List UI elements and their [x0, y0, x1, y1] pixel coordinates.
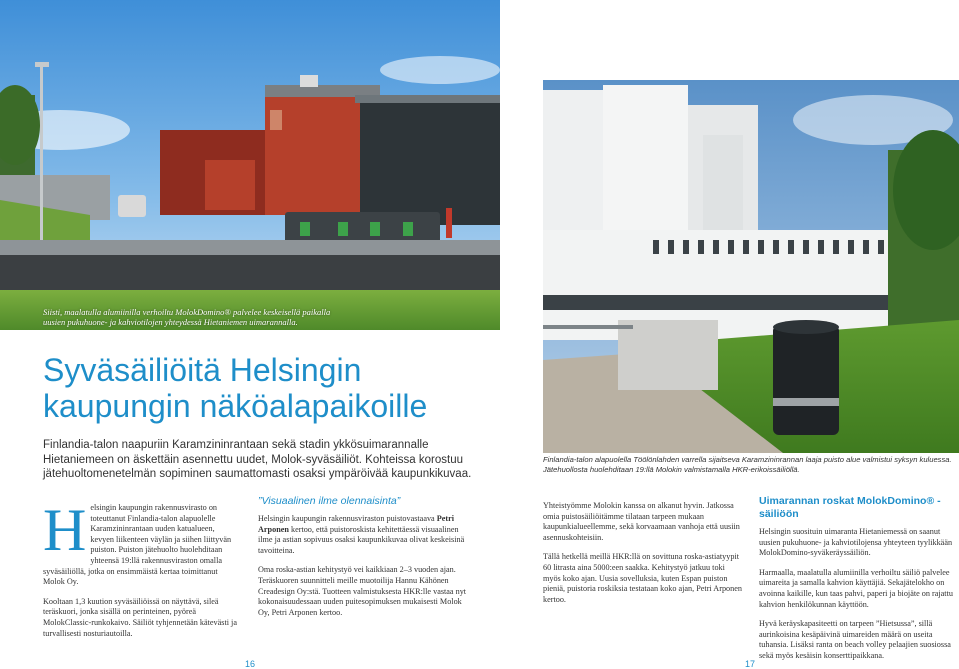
body-column-1 [43, 497, 240, 648]
person-name: Petri Arponen [258, 514, 455, 534]
body-column-2 [258, 495, 474, 627]
page-number-left: 16 [245, 659, 256, 669]
title-line-2: kaupungin näköalapaikoille [43, 388, 428, 424]
left-photo-caption: Siisti, maalatulla alumiinilla verhoiltu MolokDomino® palvelee keskeisellä paikalla uusien pukuhuone- ja kahviotilojen yhteydessä Hietaniemen uimarannalla. [43, 307, 331, 327]
col2-paragraph-1 [258, 514, 474, 556]
col4-subhead: Uimarannan roskat MolokDomino® -säiliöön [759, 495, 941, 520]
page-title [43, 352, 473, 424]
lead-paragraph: Finlandia-talon naapuriin Karamzininrantaan sekä stadin ykkösuimarannalle Hietaniemeen on äskettäin asennettu uudet, Molok-syväsäiliöt. Kohteissa korostuu jätehuoltomenetelmän sopiminen saumattomasti osaksi ympäröivää kaupunkikuvaa. [43, 439, 472, 480]
drop-cap: H [43, 497, 87, 563]
col1-paragraph-1: elsingin kaupungin rakennusvirasto on toteuttanut Finlandia-talon alapuolelle Karamzininrantaan uuden katualueen, kevyen liikenteen väylän ja siihen liittyvän puiston. Puiston jätehuolto huolehditaan yhteensä 19:llä rakennusviraston omalla syväsäiliöllä, jotka on ensimmäistä kertaa toimittanut Molok Oy. [43, 503, 232, 587]
col3-paragraph-2: Tällä hetkellä meillä HKR:llä on sovittuna roska-astiatyypit 60 litrasta aina 5000:een saakka. Kehitystyö jatkuu toki myös koko ajan. Uusia sovelluksia, kuten Espan puiston pieniä, puistoria roskiksia testataan koko ajan, Petri Arponen kertoo. [543, 552, 742, 604]
right-photo-caption: Finlandia-talon alapuolella Töölönlahden varrella sijaitseva Karamzininrannan laaja puisto alue valmistui syksyn kuluessa. Jätehuollosta huolehditaan 19:llä Molokin valmistamalla HKR-erikoissäiliöllä. [543, 455, 952, 474]
intro-paragraph [43, 497, 240, 588]
col4-paragraph-1: Helsingin suosituin uimaranta Hietaniemessä on saanut uusien pukuhuone- ja kahviotilojensa yhteyteen tyylikkään MolokDomino-syväkeräyssäiliön. [759, 527, 953, 558]
col2-paragraph-2: Oma roska-astian kehitystyö vei kaikkiaan 2–3 vuoden ajan. Teräskuoren suunnitteli meille muotoilija Hannu Kähönen Creadesign Oy:stä. Tuotteen valmistuksesta HKR:lle vastaa nyt kokonaisuudessaan uuden puitesopimuksen mukaisesti Molok Oy, Petri Arponen kertoo. [258, 565, 467, 617]
col1-paragraph-2: Kooltaan 1,3 kuution syväsäiliöissä on näyttävä, sileä teräskuori, jonka sisällä on perinteinen, pyöreä MolokClassic-runkokaivo. Säiliöt tyhjennetään kätevästi ja turvallisesti nosturiautoilla. [43, 596, 237, 638]
col3-paragraph-1: Yhteistyömme Molokin kanssa on alkanut hyvin. Jatkossa omia puistosäiliöitämme tilataan tarpeen mukaan kaupunkialueellemme, sekä korvaamaan vanhoja että uusiin asennuskohteisiin. [543, 501, 740, 542]
title-line-1: Syväsäiliöitä Helsingin [43, 352, 362, 388]
col4-paragraph-3: Hyvä keräyskapasiteetti on tarpeen ”Hietsussa”, sillä aurinkoisina kesäpäivinä uimareiden määrä on useita tuhansia. Lisäksi ranta on beach volley pelaajien suosiossa sekä myös kesäisin konserttipaikkana. [759, 619, 951, 660]
body-column-4 [759, 495, 956, 669]
col4-paragraph-2: Harmaalla, maalatulla alumiinilla verhoiltu säiliö palvelee uimareita ja samalla kahvion käyttäjiä. Sekajätelokho on avoinna kaikille, kun taas pahvi, paperi ja biojäte on rajattu kahvion henkilökunnan käyttöön. [759, 567, 953, 609]
col2-subhead: ”Visuaalinen ilme olennaisinta” [258, 495, 401, 507]
body-column-3 [543, 501, 743, 614]
col2-p1-start: Helsingin kaupungin rakennusviraston puistovastaava [258, 514, 437, 523]
hietaniemi-beach-photo [0, 0, 500, 330]
finlandia-hall-photo [543, 80, 959, 453]
col2-p1-end: kertoo, että puistoroskista kehitettäessä visuaalinen ilme ja astian sopivuus osaksi kaupunkikuvaa olivat keskeisinä tavoitteina. [258, 524, 465, 555]
page-number-right: 17 [745, 659, 756, 669]
